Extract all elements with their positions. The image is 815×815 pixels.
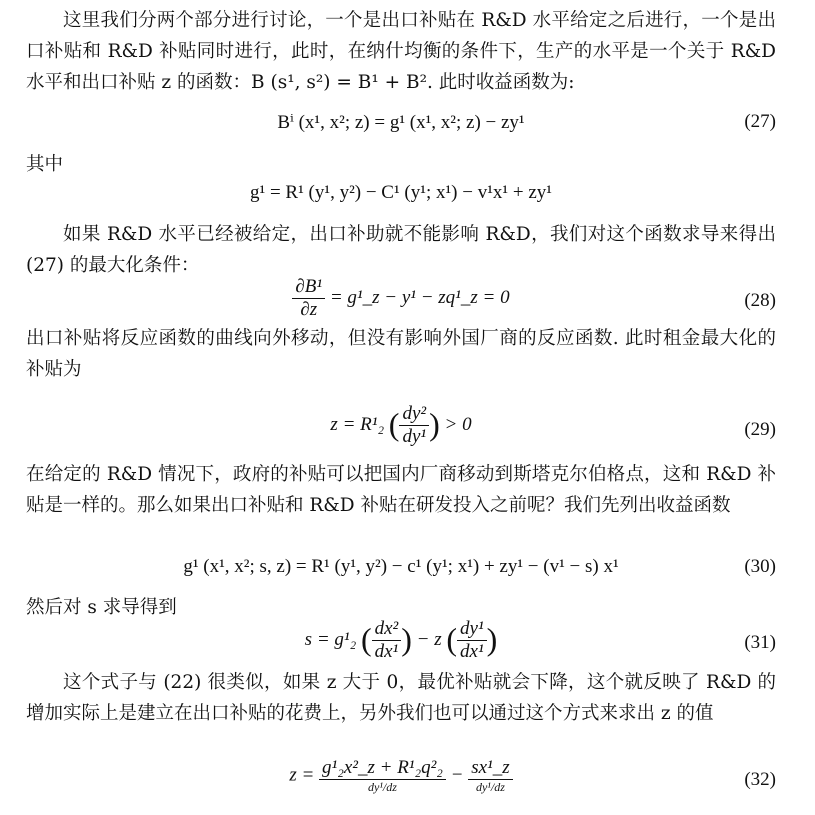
equation-32 [26,757,776,813]
equation-28-numerator: ∂B¹ [292,276,325,299]
equation-29-denominator: dy¹ [402,426,427,447]
equation-27-number: (27) [744,111,776,132]
equation-32-numerator-1: g¹₂x²_z + R¹₂q²₂ [319,757,446,780]
paragraph-where: 其中 [26,154,64,175]
equation-30-body: g¹ (x¹, x²; s, z) = R¹ (y¹, y²) − c¹ (y¹; x¹) + zy¹ − (v¹ − s) x¹ [183,556,619,577]
equation-32-numerator-2: sx¹_z [468,757,512,780]
paragraph-derivative-s: 然后对 s 求导得到 [26,597,177,618]
equation-31-lhs: s = g¹₂ [304,628,357,650]
equation-29-rhs: > 0 [444,413,472,435]
equation-29-fraction [399,403,429,448]
equation-29-numerator: dy² [399,403,429,426]
equation-31-fraction-1 [372,618,402,663]
equation-28-denominator: ∂z [300,299,318,320]
equation-28-rhs: = g¹_z − y¹ − zq¹_z = 0 [329,286,510,308]
equation-31-numerator-2: dy¹ [457,618,487,641]
equation-32-fraction-1 [319,757,446,795]
equation-27-body: Bⁱ (x¹, x²; z) = g¹ (x¹, x²; z) − zy¹ [277,112,525,133]
equation-30 [26,556,776,586]
paragraph-intro: 这里我们分两个部分进行讨论，一个是出口补贴在 R&D 水平给定之后进行，一个是出口补贴和 R&D 补贴同时进行，此时，在纳什均衡的条件下，生产的水平是一个关于 R&D 水平和出口补贴 z 的函数：B (s¹, s²) = B¹ + B². 此时收益函数为: [26,10,776,93]
equation-28-body [26,276,776,321]
paragraph-given-rd: 如果 R&D 水平已经被给定，出口补助就不能影响 R&D，我们对这个函数求导来得出 (27) 的最大化条件： [26,224,776,276]
equation-31-number: (31) [744,632,776,653]
equation-28-number: (28) [744,290,776,311]
equation-31-denominator-1: dx¹ [374,641,399,662]
equation-32-fraction-2 [468,757,512,795]
equation-29-lhs: z = R¹₂ [330,413,385,435]
equation-31-middle: − z [416,628,442,650]
equation-27 [26,111,776,141]
equation-31-numerator-1: dx² [372,618,402,641]
equation-32-denominator-2: dy¹/dz [475,780,505,794]
equation-32-middle: − [450,764,464,786]
equation-28-fraction [292,276,325,321]
equation-30-number: (30) [744,556,776,577]
equation-31-denominator-2: dx¹ [460,641,484,662]
equation-29-number: (29) [744,419,776,440]
equation-29 [26,403,776,459]
equation-32-number: (32) [744,769,776,790]
equation-32-denominator-1: dy¹/dz [368,780,397,794]
equation-g-body: g¹ = R¹ (y¹, y²) − C¹ (y¹; x¹) − v¹x¹ + zy¹ [250,182,552,203]
paragraph-stackelberg: 在给定的 R&D 情况下，政府的补贴可以把国内厂商移动到斯塔克尔伯格点，这和 R&D 补贴是一样的。那么如果出口补贴和 R&D 补贴在研发投入之前呢？我们先列出收益函数 [26,464,776,516]
equation-31-body: s = g¹₂ ( $\frac{\text{dx²}}{\text{dx¹}}$ ) − z ( $\frac{\text{dy¹}}{\text{dx¹}}$ ) [304,618,498,662]
paragraph-conclusion: 这个式子与 (22) 很类似，如果 z 大于 0，最优补贴就会下降，这个就反映了 R&D 的增加实际上是建立在出口补贴的花费上，另外我们也可以通过这个方式来求出 z 的值 [26,672,776,724]
equation-31 [26,618,776,670]
equation-g [26,182,776,212]
equation-31-fraction-2 [457,618,487,663]
equation-29-body: z = R¹₂ ( $\frac{\text{dy²}}{\text{dy¹}}$ ) > 0 [330,403,472,447]
paragraph-subsidy-shift: 出口补贴将反应函数的曲线向外移动，但没有影响外国厂商的反应函数. 此时租金最大化的补贴为 [26,328,776,380]
equation-32-body [26,757,776,795]
equation-32-lhs: z = [289,764,315,786]
equation-28 [26,276,776,326]
